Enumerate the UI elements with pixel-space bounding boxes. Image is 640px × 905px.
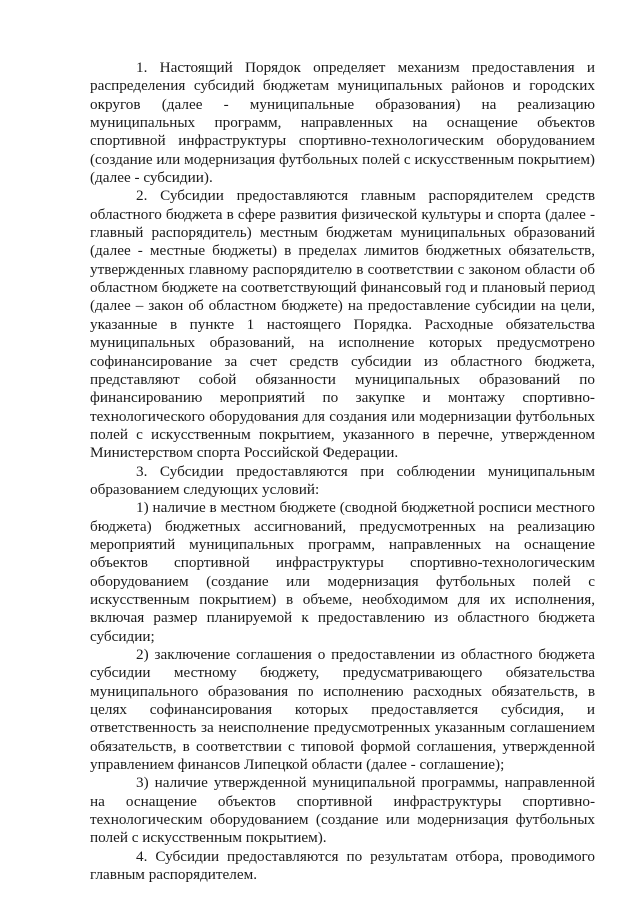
paragraph-3-condition-1: 1) наличие в местном бюджете (сводной бюджетной росписи местного бюджета) бюджетных ассигнований, предусмотренных на реализацию мероприятий муниципальных программ, направленных на оснащение объектов спортивной инфраструктуры спортивно-технологическим оборудованием (создание или модернизация футбольных полей с искусственным покрытием) в объеме, необходимом для их исполнения, включая размер планируемой к предоставлению из областного бюджета субсидии;	[90, 499, 595, 645]
document-page	[90, 59, 595, 884]
paragraph-3: 3. Субсидии предоставляются при соблюдении муниципальным образованием следующих условий:	[90, 462, 595, 498]
paragraph-1: 1. Настоящий Порядок определяет механизм предоставления и распределения субсидий бюджетам муниципальных районов и городских округов (далее - муниципальные образования) на реализацию муниципальных программ, направленных на оснащение объектов спортивной инфраструктуры спортивно-технологическим оборудованием (создание или модернизация футбольных полей с искусственным покрытием) (далее - субсидии).	[90, 59, 595, 187]
paragraph-3-condition-3: 3) наличие утвержденной муниципальной программы, направленной на оснащение объектов спортивной инфраструктуры спортивно-технологическим оборудованием (создание или модернизация футбольных полей с искусственным покрытием).	[90, 774, 595, 847]
paragraph-3-condition-2: 2) заключение соглашения о предоставлении из областного бюджета субсидии местному бюджету, предусматривающего обязательства муниципального образования по исполнению расходных обязательств, в целях софинансирования которых предоставляется субсидия, и ответственность за неисполнение предусмотренных указанным соглашением обязательств, в соответствии с типовой формой соглашения, утвержденной управлением финансов Липецкой области (далее - соглашение);	[90, 646, 595, 774]
paragraph-2: 2. Субсидии предоставляются главным распорядителем средств областного бюджета в сфере развития физической культуры и спорта (далее - главный распорядитель) местным бюджетам муниципальных образований (далее - местные бюджеты) в пределах лимитов бюджетных обязательств, утвержденных главному распорядителю в соответствии с законом области об областном бюджете на соответствующий финансовый год и плановый период (далее – закон об областном бюджете) на предоставление субсидии на цели, указанные в пункте 1 настоящего Порядка. Расходные обязательства муниципальных образований, на исполнение которых предусмотрено софинансирование за счет средств субсидии из областного бюджета, представляют собой обязанности муниципальных образований по финансированию мероприятий по закупке и монтажу спортивно-технологического оборудования для создания или модернизации футбольных полей с искусственным покрытием, указанного в перечне, утвержденном Министерством спорта Российской Федерации.	[90, 187, 595, 462]
paragraph-4: 4. Субсидии предоставляются по результатам отбора, проводимого главным распорядителем.	[90, 847, 595, 884]
